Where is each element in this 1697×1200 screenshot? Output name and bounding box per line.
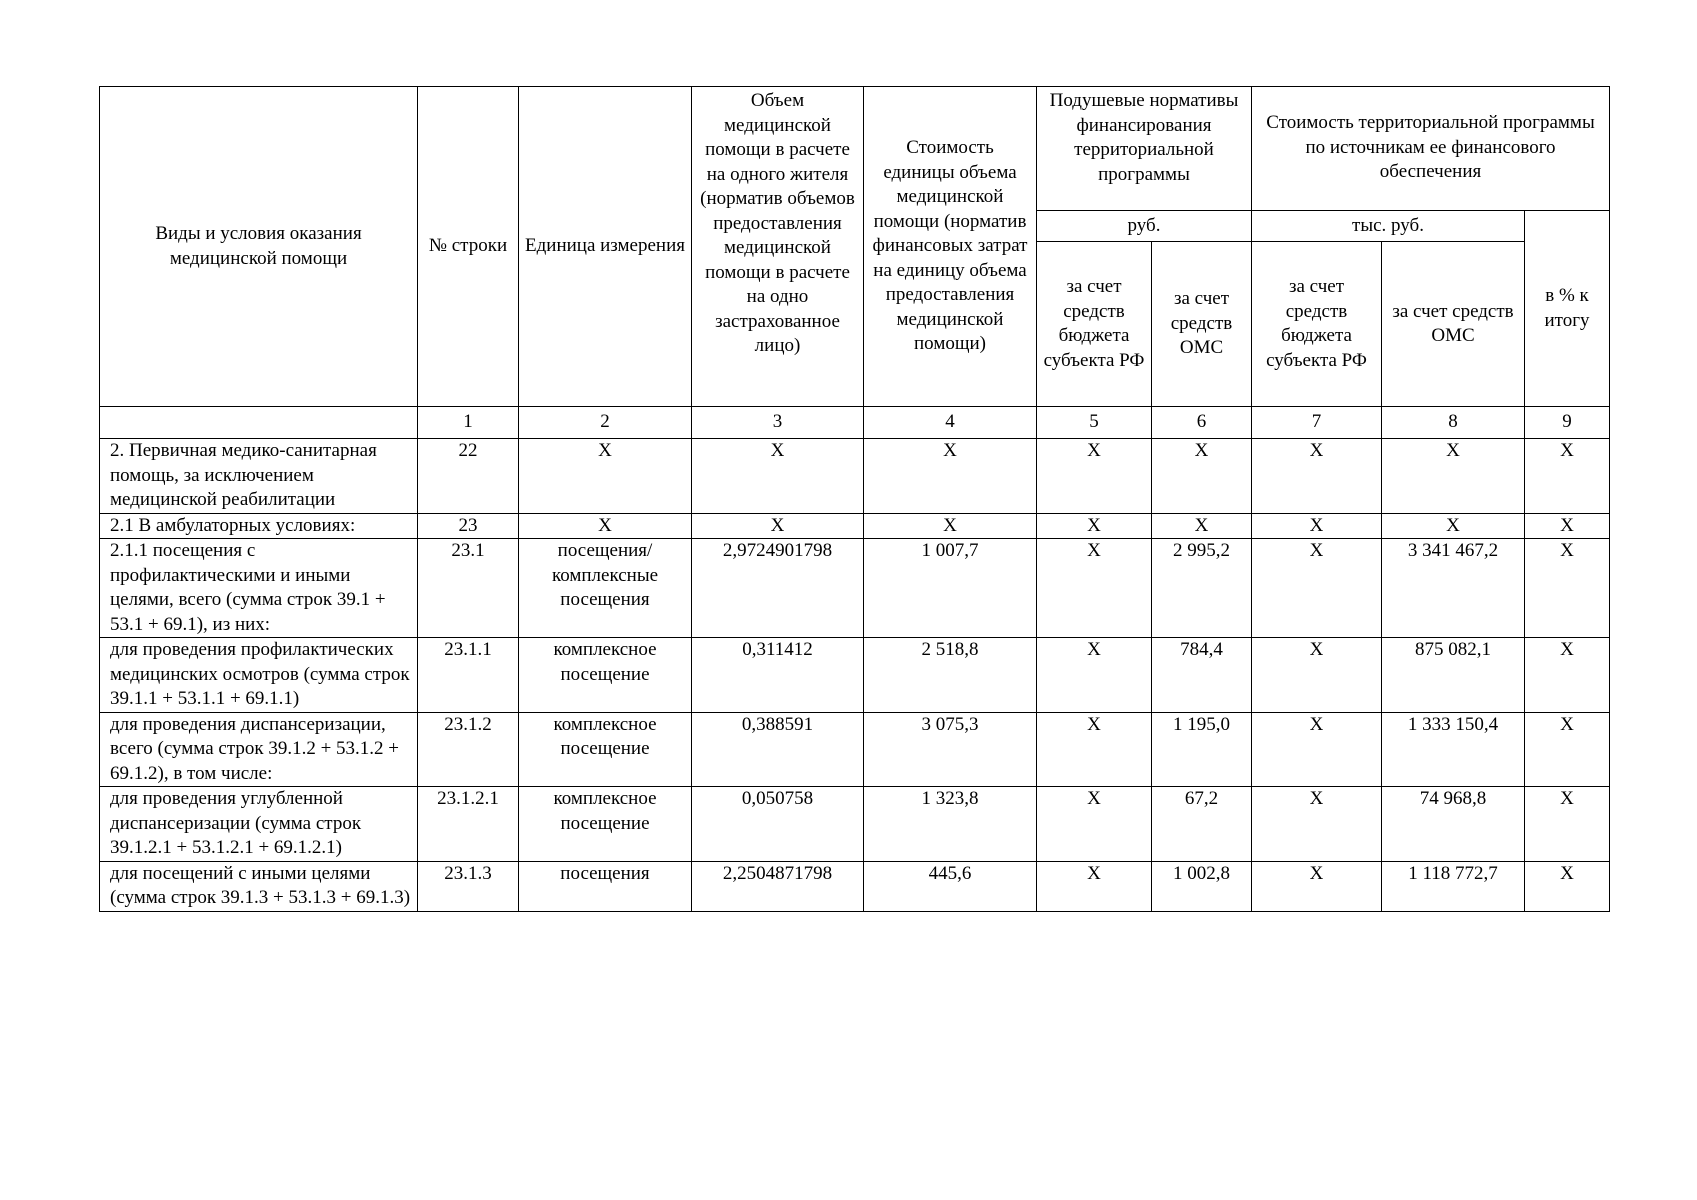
volume-cell: X — [692, 439, 864, 514]
volume-cell: 2,2504871798 — [692, 861, 864, 911]
header-row-number: № строки — [418, 87, 519, 407]
row-name-cell: для проведения профилактических медицинских осмотров (сумма строк 39.1.1 + 53.1.1 + 69.1.1) — [100, 638, 418, 713]
table-row — [100, 513, 1610, 539]
column-number: 9 — [1525, 407, 1610, 439]
per-capita-budget-cell: X — [1037, 439, 1152, 514]
cost-budget-cell: X — [1252, 539, 1382, 638]
column-number: 3 — [692, 407, 864, 439]
percent-cell: X — [1525, 861, 1610, 911]
cost-budget-cell: X — [1252, 712, 1382, 787]
column-number: 8 — [1382, 407, 1525, 439]
volume-cell: 0,388591 — [692, 712, 864, 787]
unit-cost-cell: 445,6 — [864, 861, 1037, 911]
volume-cell: 0,050758 — [692, 787, 864, 862]
header-per-capita-group: Подушевые нормативы финансирования территориальной программы — [1037, 87, 1252, 211]
table-row — [100, 638, 1610, 713]
row-number-cell: 23 — [418, 513, 519, 539]
cost-budget-cell: X — [1252, 638, 1382, 713]
unit-cell: X — [519, 513, 692, 539]
unit-cost-cell: 1 007,7 — [864, 539, 1037, 638]
row-number-cell: 23.1 — [418, 539, 519, 638]
volume-cell: 0,311412 — [692, 638, 864, 713]
percent-cell: X — [1525, 439, 1610, 514]
header-cost-budget: за счет средств бюджета субъекта РФ — [1252, 242, 1382, 407]
unit-cell: комплексное посещение — [519, 787, 692, 862]
percent-cell: X — [1525, 638, 1610, 713]
per-capita-oms-cell: 1 195,0 — [1152, 712, 1252, 787]
header-cost-oms: за счет средств ОМС — [1382, 242, 1525, 407]
unit-cell: посещения/ комплексные посещения — [519, 539, 692, 638]
per-capita-budget-cell: X — [1037, 712, 1152, 787]
header-unit-thousand-rub: тыс. руб. — [1252, 211, 1525, 242]
column-number: 4 — [864, 407, 1037, 439]
per-capita-oms-cell: 2 995,2 — [1152, 539, 1252, 638]
row-name-cell: для проведения углубленной диспансеризации (сумма строк 39.1.2.1 + 53.1.2.1 + 69.1.2.1) — [100, 787, 418, 862]
table-row — [100, 861, 1610, 911]
unit-cost-cell: X — [864, 513, 1037, 539]
table-row — [100, 712, 1610, 787]
header-unit-cost: Стоимость единицы объема медицинской помощи (норматив финансовых затрат на единицу объема предоставления медицинской помощи) — [864, 87, 1037, 407]
cost-budget-cell: X — [1252, 787, 1382, 862]
unit-cell: комплексное посещение — [519, 638, 692, 713]
unit-cell: посещения — [519, 861, 692, 911]
column-number — [100, 407, 418, 439]
column-number: 2 — [519, 407, 692, 439]
row-number-cell: 23.1.3 — [418, 861, 519, 911]
percent-cell: X — [1525, 712, 1610, 787]
cost-oms-cell: 875 082,1 — [1382, 638, 1525, 713]
volume-cell: X — [692, 513, 864, 539]
unit-cost-cell: 2 518,8 — [864, 638, 1037, 713]
percent-cell: X — [1525, 539, 1610, 638]
per-capita-oms-cell: X — [1152, 439, 1252, 514]
cost-oms-cell: 1 333 150,4 — [1382, 712, 1525, 787]
per-capita-oms-cell: 784,4 — [1152, 638, 1252, 713]
column-number: 5 — [1037, 407, 1152, 439]
per-capita-budget-cell: X — [1037, 861, 1152, 911]
per-capita-budget-cell: X — [1037, 638, 1152, 713]
row-name-cell: для посещений с иными целями (сумма строк 39.1.3 + 53.1.3 + 69.1.3) — [100, 861, 418, 911]
per-capita-oms-cell: 67,2 — [1152, 787, 1252, 862]
header-service-type: Виды и условия оказания медицинской помощи — [100, 87, 418, 407]
row-name-cell: 2.1 В амбулаторных условиях: — [100, 513, 418, 539]
cost-oms-cell: 1 118 772,7 — [1382, 861, 1525, 911]
header-percent-total: в % к итогу — [1525, 211, 1610, 407]
unit-cost-cell: 3 075,3 — [864, 712, 1037, 787]
percent-cell: X — [1525, 513, 1610, 539]
row-number-cell: 23.1.1 — [418, 638, 519, 713]
unit-cell: X — [519, 439, 692, 514]
column-number-row — [100, 407, 1610, 439]
table-row — [100, 439, 1610, 514]
row-number-cell: 23.1.2.1 — [418, 787, 519, 862]
per-capita-budget-cell: X — [1037, 539, 1152, 638]
per-capita-oms-cell: X — [1152, 513, 1252, 539]
per-capita-oms-cell: 1 002,8 — [1152, 861, 1252, 911]
column-number: 7 — [1252, 407, 1382, 439]
cost-oms-cell: X — [1382, 439, 1525, 514]
percent-cell: X — [1525, 787, 1610, 862]
per-capita-budget-cell: X — [1037, 787, 1152, 862]
row-name-cell: для проведения диспансеризации, всего (сумма строк 39.1.2 + 53.1.2 + 69.1.2), в том числе: — [100, 712, 418, 787]
cost-budget-cell: X — [1252, 439, 1382, 514]
table-row — [100, 787, 1610, 862]
unit-cell: комплексное посещение — [519, 712, 692, 787]
header-per-capita-budget: за счет средств бюджета субъекта РФ — [1037, 242, 1152, 407]
header-unit: Единица измерения — [519, 87, 692, 407]
unit-cost-cell: 1 323,8 — [864, 787, 1037, 862]
column-number: 6 — [1152, 407, 1252, 439]
row-number-cell: 23.1.2 — [418, 712, 519, 787]
header-program-cost-group: Стоимость территориальной программы по источникам ее финансового обеспечения — [1252, 87, 1610, 211]
table-row — [100, 539, 1610, 638]
row-number-cell: 22 — [418, 439, 519, 514]
program-cost-table — [99, 86, 1610, 912]
row-name-cell: 2.1.1 посещения с профилактическими и иными целями, всего (сумма строк 39.1 + 53.1 + 69.1), из них: — [100, 539, 418, 638]
cost-oms-cell: 3 341 467,2 — [1382, 539, 1525, 638]
header-volume: Объем медицинской помощи в расчете на одного жителя (норматив объемов предоставления медицинской помощи в расчете на одно застрахованное лицо) — [692, 87, 864, 407]
unit-cost-cell: X — [864, 439, 1037, 514]
cost-oms-cell: 74 968,8 — [1382, 787, 1525, 862]
column-number: 1 — [418, 407, 519, 439]
cost-oms-cell: X — [1382, 513, 1525, 539]
header-per-capita-oms: за счет средств ОМС — [1152, 242, 1252, 407]
header-unit-rub: руб. — [1037, 211, 1252, 242]
cost-budget-cell: X — [1252, 513, 1382, 539]
cost-budget-cell: X — [1252, 861, 1382, 911]
volume-cell: 2,9724901798 — [692, 539, 864, 638]
per-capita-budget-cell: X — [1037, 513, 1152, 539]
row-name-cell: 2. Первичная медико-санитарная помощь, за исключением медицинской реабилитации — [100, 439, 418, 514]
